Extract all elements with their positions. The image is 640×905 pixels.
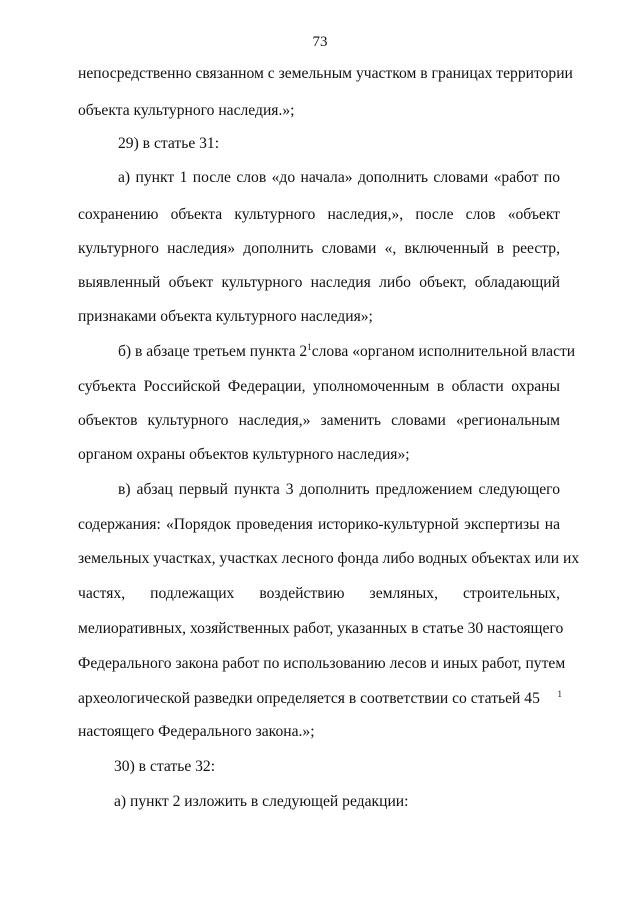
text-line: Федерального закона работ по использованию лесов и иных работ, путем bbox=[78, 655, 566, 672]
text-line: объектов культурного наследия,» заменить словами «региональным bbox=[78, 412, 560, 429]
list-item-heading: а) пункт 2 изложить в следующей редакции: bbox=[114, 793, 409, 810]
text-line: в) абзац первый пункта 3 дополнить предложением следующего bbox=[118, 481, 560, 498]
page-number: 73 bbox=[312, 34, 328, 50]
text-line: мелиоративных, хозяйственных работ, указанных в статье 30 настоящего bbox=[78, 620, 564, 637]
text-line: культурного наследия» дополнить словами «, включенный в реестр, bbox=[78, 240, 560, 257]
text-segment: слова «органом исполнительной власти bbox=[311, 343, 576, 360]
list-item-heading: 30) в статье 32: bbox=[114, 758, 216, 775]
text-line: выявленный объект культурного наследия либо объект, обладающий bbox=[78, 274, 560, 291]
text-line: признаками объекта культурного наследия»; bbox=[78, 308, 373, 325]
text-segment: археологической разведки определяется в соответствии со статьей 45 bbox=[78, 690, 540, 707]
text-line: а) пункт 1 после слов «до начала» дополнить словами «работ по bbox=[118, 169, 560, 186]
text-line: субъекта Российской Федерации, уполномоченным в области охраны bbox=[78, 378, 560, 395]
text-segment: б) в абзаце третьем пункта $2^1$ bbox=[118, 342, 312, 360]
superscript: 1 bbox=[307, 342, 312, 352]
text-line bbox=[118, 342, 576, 363]
text-line: настоящего Федерального закона.»; bbox=[78, 723, 315, 740]
text-line: непосредственно связанном с земельным участком в границах территории bbox=[78, 65, 573, 82]
text-line: содержания: «Порядок проведения историко-культурной экспертизы на bbox=[78, 516, 560, 533]
text-line bbox=[78, 689, 560, 709]
text-line: сохранению объекта культурного наследия,», после слов «объект bbox=[78, 206, 560, 223]
superscript: 1 bbox=[557, 689, 562, 699]
text-line: объекта культурного наследия.»; bbox=[78, 102, 295, 119]
text-line: земельных участках, участках лесного фонда либо водных объектах или их bbox=[78, 550, 580, 567]
text-line: органом охраны объектов культурного наследия»; bbox=[78, 446, 410, 463]
text-line: частях, подлежащих воздействию земляных, строительных, bbox=[78, 585, 560, 602]
list-item-heading: 29) в статье 31: bbox=[118, 135, 220, 152]
